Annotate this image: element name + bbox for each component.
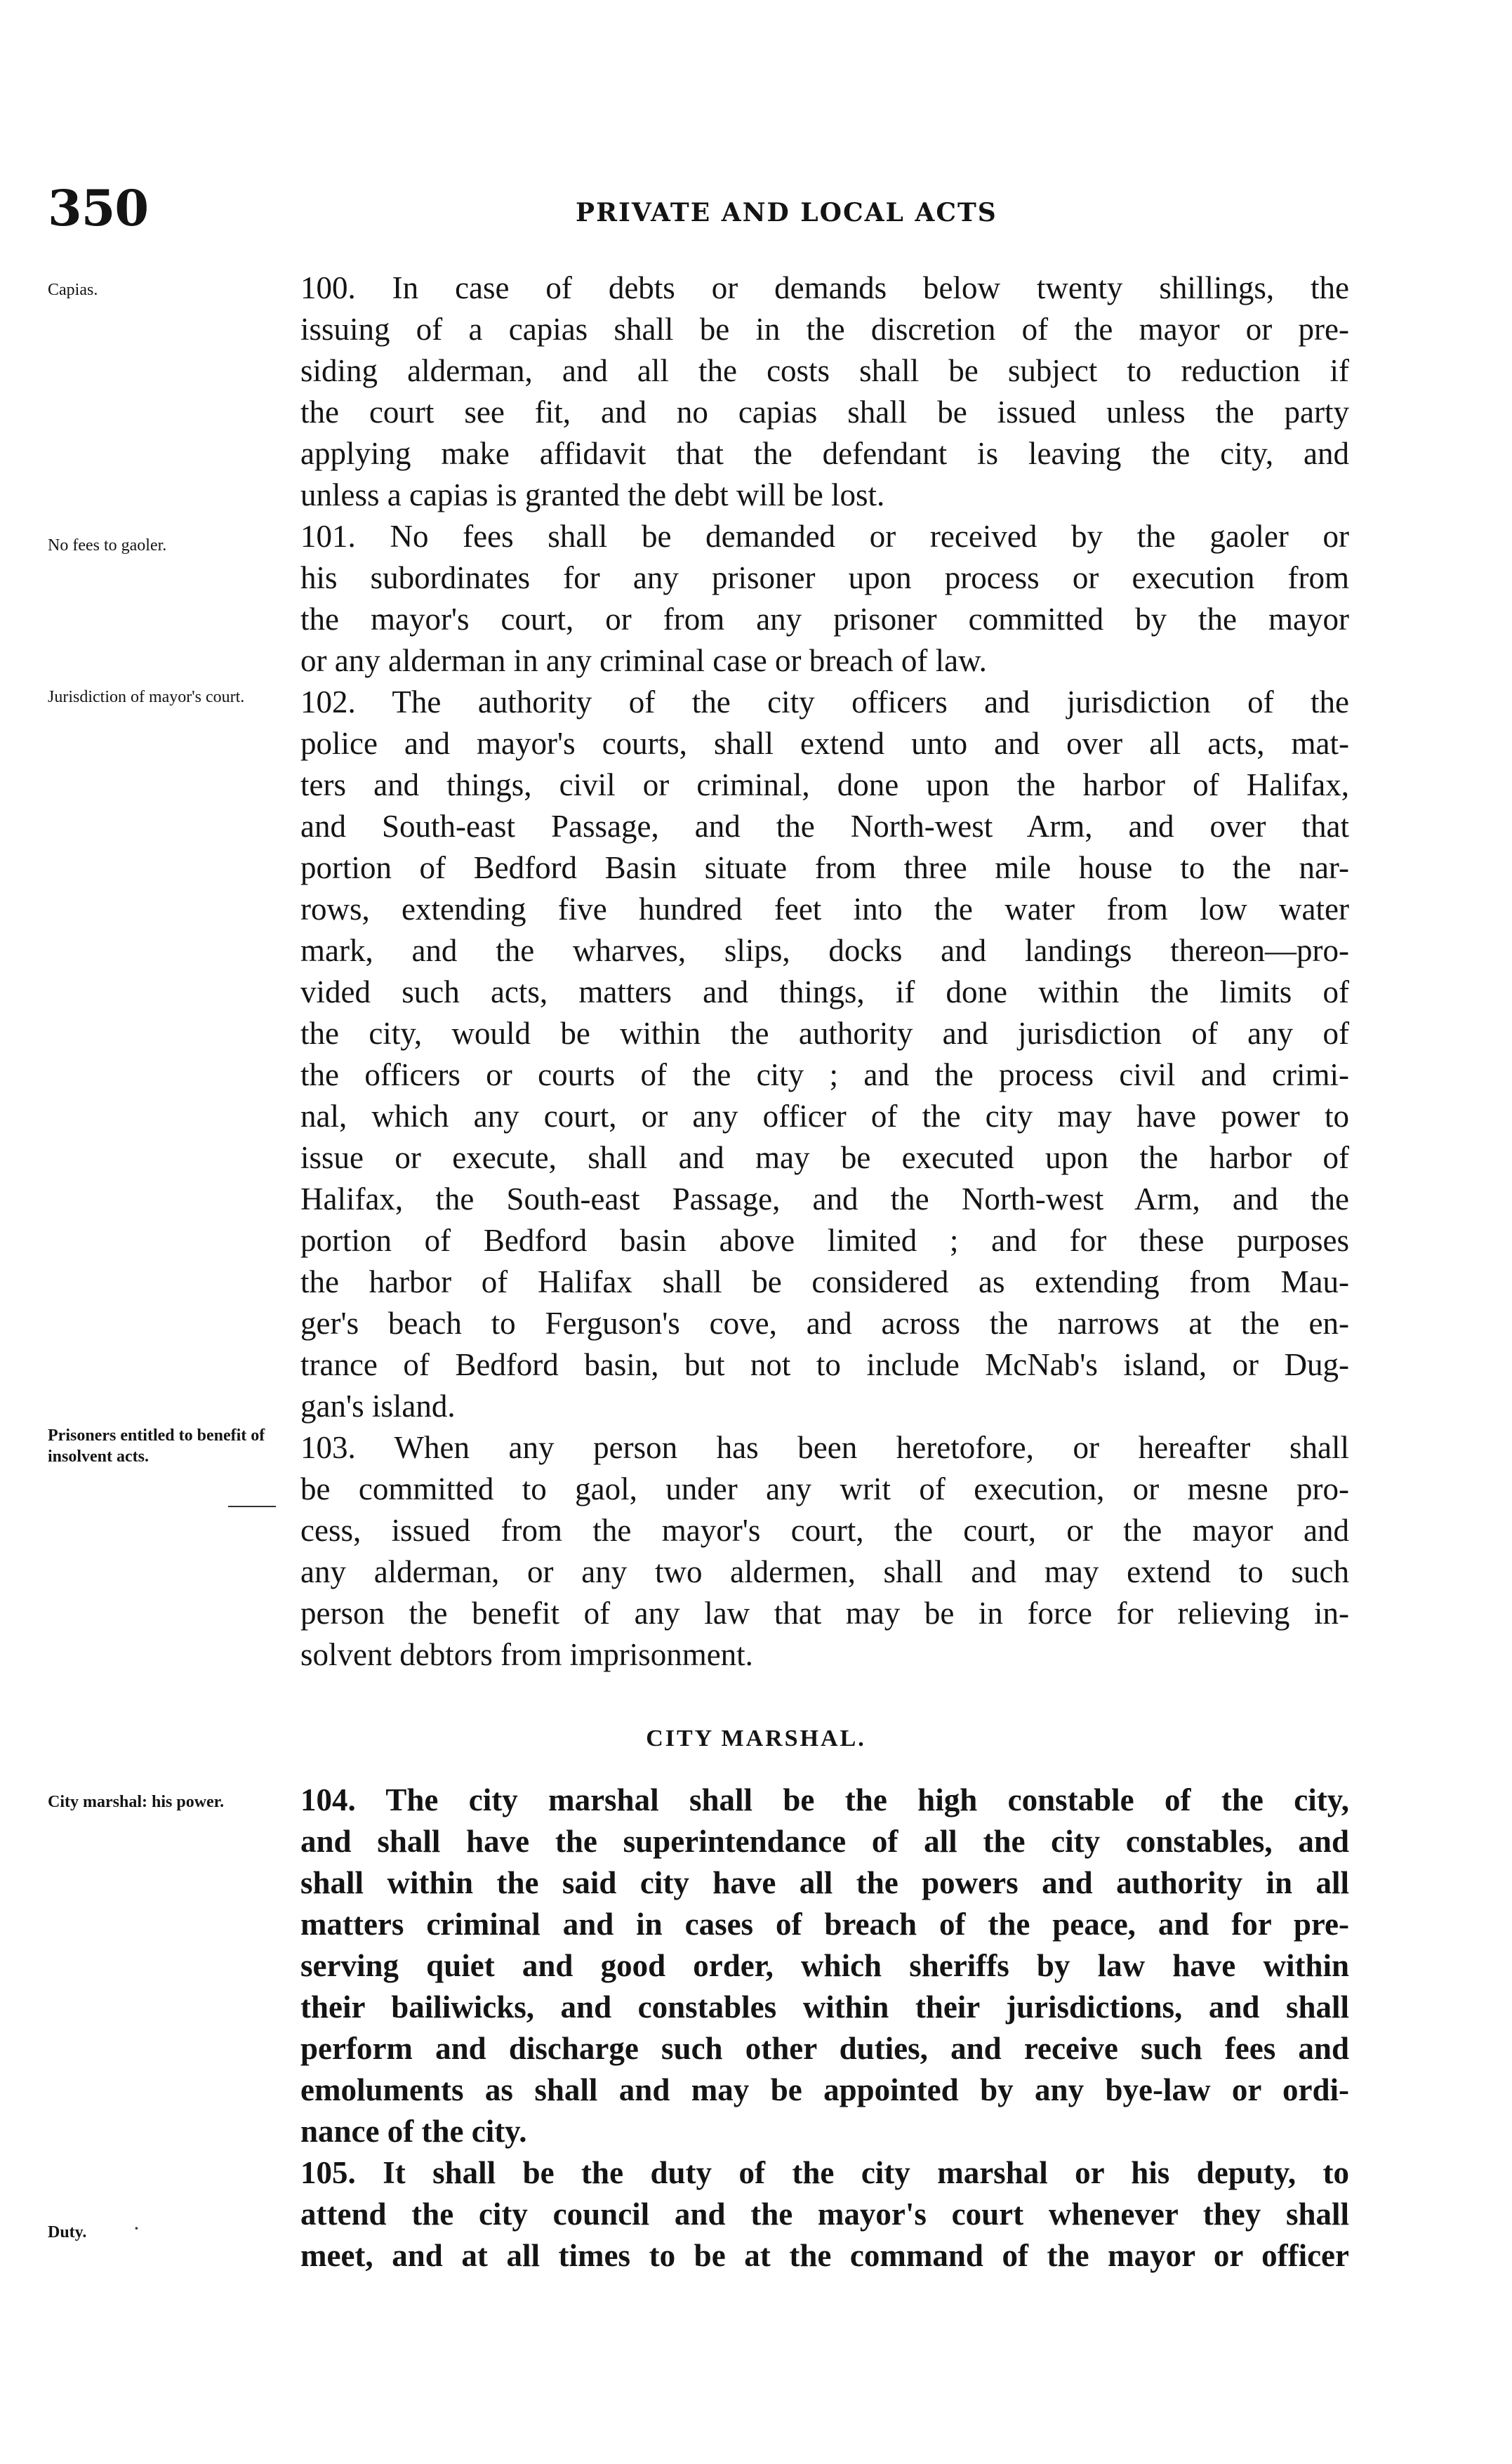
text-line: applying make affidavit that the defendant is leaving the city, and [300, 436, 1349, 471]
text-line: their bailiwicks, and constables within their jurisdictions, and shall [300, 1989, 1349, 2025]
page-number: 350 [48, 179, 149, 237]
text-line: and South-east Passage, and the North-west Arm, and over that [300, 809, 1349, 844]
text-line: vided such acts, matters and things, if done within the limits of [300, 974, 1349, 1009]
text-line: ters and things, civil or criminal, done upon the harbor of Halifax, [300, 767, 1349, 802]
text-line: the court see fit, and no capias shall be issued unless the party [300, 395, 1349, 430]
margin-note-no-fees: No fees to gaoler. [48, 536, 167, 555]
text-line: mark, and the wharves, slips, docks and landings thereon—pro- [300, 933, 1349, 968]
margin-note-capias: Capias. [48, 281, 98, 299]
running-head: PRIVATE AND LOCAL ACTS [576, 198, 997, 227]
text-line: issuing of a capias shall be in the discretion of the mayor or pre- [300, 312, 1349, 347]
text-line: police and mayor's courts, shall extend unto and over all acts, mat- [300, 726, 1349, 761]
margin-dash-mark [228, 1506, 276, 1507]
text-line: 102. The authority of the city officers and jurisdiction of the [300, 684, 1349, 720]
text-line: shall within the said city have all the powers and authority in all [300, 1865, 1349, 1900]
text-line: 105. It shall be the duty of the city marshal or his deputy, to [300, 2155, 1349, 2190]
text-line: 101. No fees shall be demanded or received by the gaoler or [300, 519, 1349, 554]
text-line: nal, which any court, or any officer of the city may have power to [300, 1099, 1349, 1134]
text-line: cess, issued from the mayor's court, the court, or the mayor and [300, 1513, 1349, 1548]
text-line: meet, and at all times to be at the command of the mayor or officer [300, 2238, 1349, 2273]
text-line: matters criminal and in cases of breach of the peace, and for pre- [300, 1907, 1349, 1942]
margin-note-jurisdiction: Jurisdiction of mayor's court. [48, 688, 245, 706]
text-line: his subordinates for any prisoner upon process or execution from [300, 560, 1349, 595]
text-line: and shall have the superintendance of all the city constables, and [300, 1824, 1349, 1859]
text-line: gan's island. [300, 1389, 456, 1424]
text-line: or any alderman in any criminal case or breach of law. [300, 643, 987, 678]
text-line: rows, extending five hundred feet into the water from low water [300, 892, 1349, 927]
margin-note-city-marshal: City marshal: his power. [48, 1793, 225, 1811]
text-line: 104. The city marshal shall be the high constable of the city, [300, 1782, 1349, 1817]
text-line: unless a capias is granted the debt will be lost. [300, 477, 885, 512]
text-line: serving quiet and good order, which sheriffs by law have within [300, 1948, 1349, 1983]
text-line: siding alderman, and all the costs shall be subject to reduction if [300, 353, 1349, 388]
text-line: attend the city council and the mayor's court whenever they shall [300, 2197, 1349, 2232]
text-line: the city, would be within the authority and jurisdiction of any of [300, 1016, 1349, 1051]
text-line: the harbor of Halifax shall be considered as extending from Mau- [300, 1264, 1349, 1299]
text-line: portion of Bedford basin above limited ; and for these purposes [300, 1223, 1349, 1258]
text-line: person the benefit of any law that may be in force for relieving in- [300, 1596, 1349, 1631]
text-line: portion of Bedford Basin situate from three mile house to the nar- [300, 850, 1349, 885]
text-line: issue or execute, shall and may be executed upon the harbor of [300, 1140, 1349, 1175]
stray-mark: · [133, 2217, 140, 2240]
text-line: any alderman, or any two aldermen, shall and may extend to such [300, 1554, 1349, 1589]
text-line: 100. In case of debts or demands below twenty shillings, the [300, 270, 1349, 305]
text-line: trance of Bedford basin, but not to include McNab's island, or Dug- [300, 1347, 1349, 1382]
text-line: be committed to gaol, under any writ of execution, or mesne pro- [300, 1471, 1349, 1506]
margin-note-prisoners: Prisoners entitled to benefit of insolvent acts. [48, 1426, 265, 1466]
margin-note-duty: Duty. [48, 2223, 87, 2241]
text-line: nance of the city. [300, 2114, 527, 2149]
section-heading-city-marshal: CITY MARSHAL. [646, 1726, 866, 1751]
text-line: emoluments as shall and may be appointed by any bye-law or ordi- [300, 2072, 1349, 2107]
text-line: the mayor's court, or from any prisoner committed by the mayor [300, 602, 1349, 637]
text-line: ger's beach to Ferguson's cove, and across the narrows at the en- [300, 1306, 1349, 1341]
text-line: Halifax, the South-east Passage, and the North-west Arm, and the [300, 1181, 1349, 1217]
text-line: the officers or courts of the city ; and the process civil and crimi- [300, 1057, 1349, 1092]
text-line: solvent debtors from imprisonment. [300, 1637, 753, 1672]
text-line: perform and discharge such other duties, and receive such fees and [300, 2031, 1349, 2066]
text-line: 103. When any person has been heretofore, or hereafter shall [300, 1430, 1349, 1465]
